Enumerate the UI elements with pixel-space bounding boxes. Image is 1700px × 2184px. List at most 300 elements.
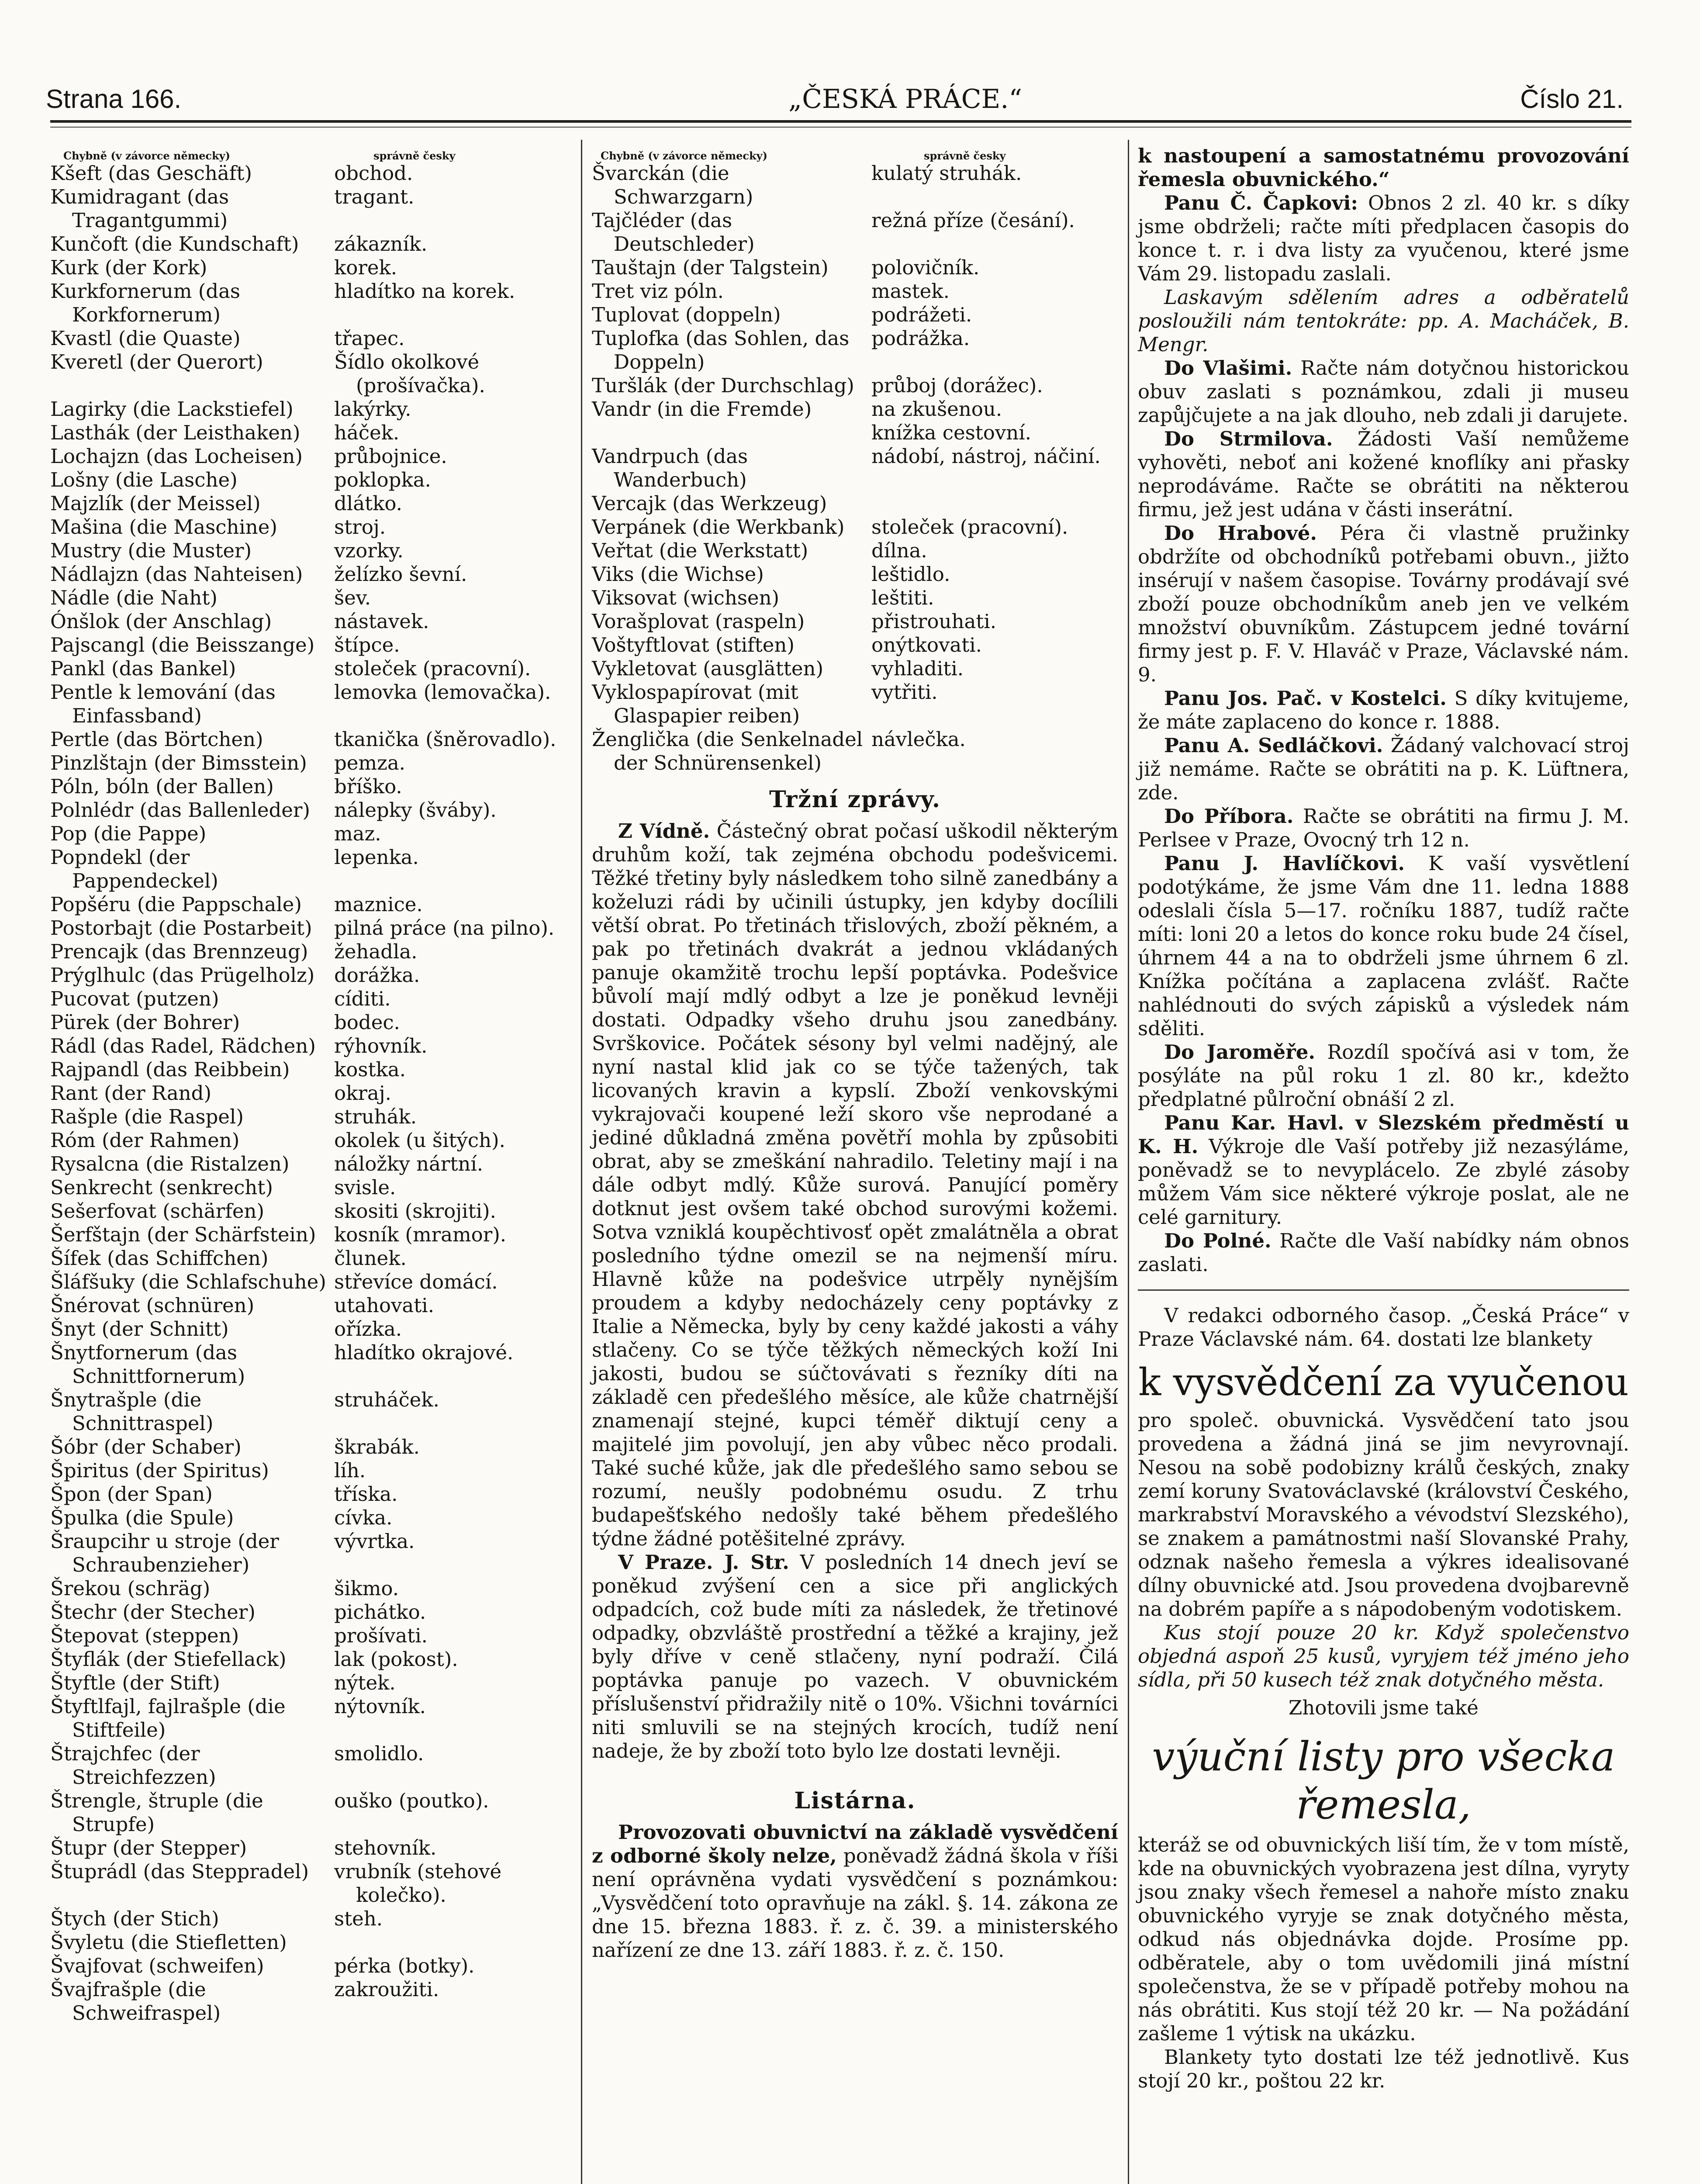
vocab-czech-form: nádobí, nástroj, náčiní. <box>871 445 1101 468</box>
vocab-czech-form: okraj. <box>334 1082 391 1105</box>
correspondence-addressee: Do Jaroměře. <box>1164 1040 1316 1064</box>
vocab-czech-form: šev. <box>334 586 371 609</box>
vocab-czech-form: leštidlo. <box>871 563 950 586</box>
vocabulary-row <box>50 445 572 468</box>
vocab-german-form: Pinzlštajn (der Bimsstein) <box>50 751 307 774</box>
vocab-czech-form: obchod. <box>334 162 413 185</box>
correspondence-addressee: Panu A. Sedláčkovi. <box>1164 734 1383 757</box>
correspondence-text: Péra či vlastně pružinky obdržíte od obchodníků potřebami obuvn., jižto insérují v našem časopise. Továrny prodávají své zboží pouze obchodníkům aneb jen ve velkém množství obuvníkům. Zástupcem jedné tovární firmy jest p. F. V. Hlaváč v Praze, Václavské nám. 9. <box>1138 522 1629 686</box>
vocab-german-form: Lošny (die Lasche) <box>50 468 238 491</box>
vocab-czech-form: vrubník (stehové kolečko). <box>334 1860 502 1907</box>
vocab-german-form: Pajscangl (die Beisszange) <box>50 633 315 657</box>
correspondence-text: Račte se obrátiti na firmu J. M. Perlsee v Praze, Ovocný trh 12 n. <box>1138 805 1630 851</box>
vocab-czech-form: stehovník. <box>334 1836 437 1859</box>
vocab-german-form: Lagirky (die Lackstiefel) <box>50 397 294 421</box>
vocab-german-form: Šnyt (der Schnitt) <box>50 1317 229 1341</box>
vocab-czech-form: ořízka. <box>334 1317 402 1341</box>
vocabulary-row <box>50 1129 572 1152</box>
vocab-german-form: Tajčléder (das Deutschleder) <box>592 209 755 256</box>
journal-title: „ČESKÁ PRÁCE.“ <box>788 84 1023 114</box>
correspondence-entry <box>1138 286 1629 356</box>
vocab-czech-form: tříska. <box>334 1482 398 1506</box>
vocab-czech-form: stroj. <box>334 515 386 539</box>
vocabulary-row <box>592 492 1118 515</box>
vocab-czech-form: skositi (skrojiti). <box>334 1199 496 1223</box>
vocab-czech-form: pérka (botky). <box>334 1954 475 1977</box>
vocab-german-form: Pertle (das Börtchen) <box>50 728 263 751</box>
vocab-czech-form: kulatý struhák. <box>871 162 1022 185</box>
vocab-german-form: Voštyftlovat (stiften) <box>592 633 795 657</box>
vocab-german-form: Kurk (der Kork) <box>50 256 207 279</box>
vocab-german-form: Šóbr (der Schaber) <box>50 1435 242 1458</box>
correspondence-text: Račte dle Vaší nabídky nám obnos zaslati. <box>1138 1229 1629 1276</box>
vocabulary-row <box>50 633 572 657</box>
vocab-czech-form: tkanička (šněrovadlo). <box>334 728 556 751</box>
vocab-german-form: Štrengle, štruple (die Strupfe) <box>50 1789 263 1836</box>
market-vienna-text: Částečný obrat počasí uškodil některým druhům koží, tak zejména obchodu podešvicemi. Těžké třetiny byly následkem toho silně zanedbány a koželuzi rádi by učinili ústupky, jen kdyby docílili větší obrat. Po třetinách třislových, zboží pěkném, a pak po třetinách dvakrát a jednou vkládaných panuje okamžitě trochu lepší poptávka. Podešvice bůvolí mají mdlý odbyt a lze je poněkud levněji dostati. Odpadky všeho druhu jsou zanedbány. Svrškovice. Počátek sésony byl velmi nadějný, ale nyní nastal klid jak co se týče tažených, tak licovaných kravin a kypslí. Zboží venkovskými vykrajovači koupené leží skoro vše neprodané a jediné důkladná změna povětří mohla by způsobiti obrat, aby se zmeškání nahradilo. Teletiny mají i na dále odbyt mdlý. Kůže surová. Panující poměry dotknut jest ovšem také obchod surovými kožemi. Sotva vzniklá koupěchtivosť opět zmalátněla a obrat posledního týdne omezil se na nejmenší míru. Hlavně kůže na podešvice utrpěly nynějším proudem a kdyby nedocházely ceny poptávky z Italie a Německa, byly by ceny každé jakosti a váhy stlačeny. Co se týče těžkých německých koží Ini jakosti, budou se súčtovávati s řezníky díti na základě cen předešlého měsíce, ale kůže chatrnější znamenají stejné, kupci téměř diktují ceny a majitelé jim povolují, jen aby vůbec něco prodali. Také suché kůže, jak dle předešlého samo sebou se rozumí, neušly podobnému osudu. Z trhu budapešťského nedošly také během předešlého týdne žádné potěšitelné zprávy. <box>592 819 1118 1550</box>
vocab-german-form: Sešerfovat (schärfen) <box>50 1199 265 1223</box>
vocab-czech-form: cíditi. <box>334 987 391 1010</box>
vocab-german-form: Šerfštajn (der Schärfstein) <box>50 1223 316 1246</box>
correspondence-addressee: Do Vlašimi. <box>1164 356 1292 380</box>
correspondence-entry <box>1138 852 1629 1040</box>
vocab-czech-form: háček. <box>334 421 400 444</box>
vocab-german-form: Kšeft (das Geschäft) <box>50 162 252 185</box>
vocabulary-row <box>50 1270 572 1294</box>
vocab-german-form: Turšlák (der Durchschlag) <box>592 374 854 397</box>
vocab-german-form: Nádlajzn (das Nahteisen) <box>50 563 303 586</box>
vocab-german-form: Popšéru (die Pappschale) <box>50 893 302 916</box>
vocabulary-row <box>50 185 572 232</box>
vocab-czech-form: stoleček (pracovní). <box>871 515 1068 539</box>
vocabulary-row <box>592 303 1118 327</box>
vocab-czech-form: rýhovník. <box>334 1034 428 1057</box>
vocab-german-form: Mustry (die Muster) <box>50 539 252 562</box>
vocabulary-row <box>50 256 572 280</box>
vocab-german-form: Ženglička (die Senkelnadel der Schnürensenkel) <box>592 728 863 774</box>
vocab-czech-form: průbojnice. <box>334 445 447 468</box>
vocab-czech-form: průboj (dorážec). <box>871 374 1043 397</box>
vocabulary-header <box>592 144 1118 162</box>
vocabulary-row <box>592 445 1118 492</box>
correspondence-text: S díky kvitujeme, že máte zaplaceno do konce r. 1888. <box>1138 687 1629 733</box>
vocab-czech-form <box>334 1931 572 1954</box>
correspondence-text: Žádosti Vaší nemůžeme vyhověti, neboť ani kožené knoflíky ani přasky neprodáváme. Račte se obrátiti na některou firmu, jež jest udána v části inserátní. <box>1138 427 1629 521</box>
vocabulary-row <box>592 728 1118 775</box>
vocab-czech-form: štípce. <box>334 633 400 657</box>
vocabulary-row <box>592 563 1118 586</box>
vocab-czech-form: poklopka. <box>334 468 431 491</box>
vocab-czech-form: dorážka. <box>334 964 420 987</box>
correspondence-entry <box>1138 734 1629 805</box>
column-2 <box>592 144 1118 1962</box>
column-3 <box>1138 144 1629 2093</box>
ad-price-2: Blankety tyto dostati lze též jednotlivě. Kus stojí 20 kr., poštou 22 kr. <box>1138 2046 1629 2092</box>
vocab-german-form: Rašple (die Raspel) <box>50 1105 244 1128</box>
vocab-czech-form: Šídlo okolkové (prošívačka). <box>334 350 485 397</box>
vocabulary-row <box>50 397 572 421</box>
vocab-german-form: Róm (der Rahmen) <box>50 1129 240 1152</box>
section-divider <box>1138 1289 1629 1291</box>
vocabulary-row <box>50 1742 572 1789</box>
correspondence-text: Žádaný valchovací stroj již nemáme. Račte se obrátiti na p. K. Lüftnera, zde. <box>1138 734 1629 804</box>
column-divider <box>1128 140 1129 2184</box>
vocabulary-row <box>592 586 1118 610</box>
vocab-german-form: Viksovat (wichsen) <box>592 586 780 609</box>
vocabulary-row <box>50 1082 572 1105</box>
vocabulary-row <box>592 327 1118 374</box>
correspondence-addressee: Do Příbora. <box>1164 805 1294 828</box>
vocab-german-form: Mašina (die Maschine) <box>50 515 277 539</box>
vocabulary-row <box>50 822 572 846</box>
vocab-german-form: Tauštajn (der Talgstein) <box>592 256 829 279</box>
vocab-czech-form: zakroužiti. <box>334 1978 439 2001</box>
vocabulary-row <box>50 657 572 681</box>
vocabulary-row <box>50 1671 572 1695</box>
correspondence-text: Laskavým sdělením adres a odběratelů posloužili nám tentokráte: pp. A. Macháček, B. Mengr. <box>1138 286 1629 356</box>
vocabulary-row <box>50 1506 572 1530</box>
vocab-czech-form: želízko ševní. <box>334 563 467 586</box>
vocabulary-row <box>50 1435 572 1459</box>
vocab-german-form: Štyftle (der Stift) <box>50 1671 220 1694</box>
vocabulary-row <box>50 893 572 916</box>
column-divider <box>581 140 582 2184</box>
vocabulary-row <box>50 846 572 893</box>
header-rule <box>50 120 1631 123</box>
vocabulary-row <box>50 1058 572 1082</box>
vocab-czech-form: stoleček (pracovní). <box>334 657 531 680</box>
market-praha-lead: V Praze. J. Str. <box>618 1551 789 1574</box>
vocab-czech-form: dlátko. <box>334 492 402 515</box>
vocabulary-row <box>50 468 572 492</box>
vocabulary-row <box>592 610 1118 633</box>
page-header <box>46 79 1624 127</box>
vocab-german-form: Šláfšuky (die Schlafschuhe) <box>50 1270 326 1293</box>
vocabulary-row <box>50 1624 572 1648</box>
correspondence-addressee: Panu Č. Čapkovi: <box>1164 191 1358 214</box>
vocab-german-form: Štuprádl (das Steppradel) <box>50 1860 309 1883</box>
vocab-german-form: Postorbajt (die Postarbeit) <box>50 916 312 940</box>
vocab-czech-form: bříško. <box>334 775 402 798</box>
vocab-czech-form: přistrouhati. <box>871 610 997 633</box>
vocab-german-form <box>592 421 871 445</box>
vocab-german-form: Šnytfornerum (das Schnittfornerum) <box>50 1341 245 1388</box>
vocabulary-row <box>50 492 572 515</box>
vocabulary-row <box>50 1176 572 1199</box>
vocab-german-form: Štrajchfec (der Streichfezzen) <box>50 1742 216 1789</box>
vocab-czech-form: vytřiti. <box>871 681 938 704</box>
ad-price-1: Kus stojí pouze 20 kr. Když společenstvo objedná aspoň 25 kusů, vyryjem též jméno jeho sídla, při 50 kusech též znak dotyčného města. <box>1138 1621 1629 1691</box>
vocab-czech-form: cívka. <box>334 1506 393 1529</box>
vocab-german-form: Štych (der Stich) <box>50 1907 219 1930</box>
correspondence-addressee: Panu Jos. Pač. v Kostelci. <box>1164 687 1447 710</box>
vocabulary-row <box>50 1648 572 1671</box>
vocab-german-form: Popndekl (der Pappendeckel) <box>50 846 218 892</box>
vocabulary-row <box>50 1789 572 1836</box>
vocab-czech-form: vyhladiti. <box>871 657 964 680</box>
vocab-german-form: Rádl (das Radel, Rädchen) <box>50 1034 316 1057</box>
vocab-czech-form: struháček. <box>334 1388 439 1411</box>
vocab-czech-form: škrabák. <box>334 1435 420 1458</box>
vocab-head-left: Chybně (v závorce německy) <box>601 149 767 162</box>
vocab-czech-form: lak (pokost). <box>334 1648 458 1671</box>
correspondence-addressee: Do Hrabové. <box>1164 522 1317 545</box>
vocabulary-row <box>50 1034 572 1058</box>
ad-made: Zhotovili jsme také <box>1289 1696 1479 1719</box>
vocabulary-row <box>50 1978 572 2025</box>
vocab-german-form: Viks (die Wichse) <box>592 563 764 586</box>
vocab-czech-form: vzorky. <box>334 539 404 562</box>
vocab-german-form: Kunčoft (die Kundschaft) <box>50 232 299 256</box>
correspondence-text: Račte nám dotyčnou historickou obuv zaslati s poznámkou, zdali ji museu zapůjčujete a na jak dlouho, neb zdali ji darujete. <box>1138 356 1630 427</box>
vocab-german-form: Tuplovat (doppeln) <box>592 303 781 326</box>
vocabulary-row <box>50 421 572 445</box>
vocab-german-form: Vyklospapírovat (mit Glaspapier reiben) <box>592 681 800 727</box>
vocab-czech-form: lepenka. <box>334 846 419 869</box>
vocabulary-row <box>50 1341 572 1388</box>
correspondence-text: Obnos 2 zl. 40 kr. s díky jsme obdrželi; račte míti předplacen časopis do konce t. r. i dva listy za vyučenou, které jsme Vám 29. listopadu zaslali. <box>1138 191 1630 285</box>
listarna-title: Listárna. <box>794 1787 916 1814</box>
vocab-head-left: Chybně (v závorce německy) <box>63 149 230 162</box>
vocab-czech-form: na zkušenou. <box>871 397 1002 421</box>
vocab-german-form: Štyftlfajl, fajlrašple (die Stiftfeile) <box>50 1695 286 1742</box>
vocab-german-form: Vorašplovat (raspeln) <box>592 610 805 633</box>
vocab-german-form: Vykletovat (ausglätten) <box>592 657 824 680</box>
vocabulary-row <box>592 421 1118 445</box>
vocab-german-form: Tret viz póln. <box>592 280 724 303</box>
correspondence-entry <box>1138 1111 1629 1229</box>
vocabulary-row <box>50 1199 572 1223</box>
vocab-german-form: Rysalcna (die Ristalzen) <box>50 1152 290 1175</box>
vocab-german-form: Veřtat (die Werkstatt) <box>592 539 809 562</box>
vocabulary-row <box>50 1907 572 1931</box>
vocab-german-form: Rajpandl (das Reibbein) <box>50 1058 290 1081</box>
correspondence-addressee: Panu J. Havlíčkovi. <box>1164 852 1405 875</box>
vocab-czech-form: dílna. <box>871 539 927 562</box>
market-vienna-lead: Z Vídně. <box>618 819 710 843</box>
correspondence-addressee: Panu Kar. Havl. v Slezském předměstí u K. H. <box>1138 1111 1629 1158</box>
vocab-czech-form: lemovka (lemovačka). <box>334 681 551 704</box>
vocab-german-form: Polnlédr (das Ballenleder) <box>50 798 310 822</box>
vocab-head-right: správně česky <box>924 149 1006 162</box>
vocabulary-row <box>50 751 572 775</box>
vocab-german-form: Šnérovat (schnüren) <box>50 1294 255 1317</box>
vocab-german-form: Šnytrašple (die Schnittraspel) <box>50 1388 214 1435</box>
vocabulary-row <box>592 397 1118 421</box>
correspondence-list <box>1138 191 1629 1276</box>
vocabulary-row <box>592 657 1118 681</box>
vocab-czech-form: svisle. <box>334 1176 396 1199</box>
vocabulary-row <box>50 515 572 539</box>
market-vienna <box>592 819 1118 1551</box>
vocab-german-form: Kurkfornerum (das Korkfornerum) <box>50 280 241 326</box>
vocabulary-row <box>50 681 572 728</box>
vocab-german-form: Ónšlok (der Anschlag) <box>50 610 272 633</box>
vocab-czech-form: nálepky (šváby). <box>334 798 497 822</box>
vocabulary-header <box>50 144 572 162</box>
vocabulary-row <box>50 916 572 940</box>
vocabulary-row <box>50 775 572 798</box>
vocabulary-row <box>592 633 1118 657</box>
vocab-german-form: Švajfrašple (die Schweifraspel) <box>50 1978 221 2025</box>
vocab-german-form: Šraupcihr u stroje (der Schraubenzieher) <box>50 1530 279 1576</box>
correspondence-text: Výkroje dle Vaší potřeby již nezasýláme, poněvadž se to nevyplácelo. Ze zbylé zásoby můžem Vám sice některé výkroje poslat, ale ne celé garnitury. <box>1138 1135 1629 1229</box>
vocabulary-row <box>50 940 572 964</box>
vocab-german-form: Póln, bóln (der Ballen) <box>50 775 274 798</box>
vocab-czech-form: vývrtka. <box>334 1530 415 1553</box>
vocabulary-row <box>50 1577 572 1600</box>
vocab-german-form: Kumidragant (das Tragantgummi) <box>50 185 229 232</box>
vocabulary-row <box>50 232 572 256</box>
market-praha <box>592 1551 1118 1763</box>
vocab-german-form: Vandr (in die Fremde) <box>592 397 812 421</box>
vocab-czech-form: režná příze (česání). <box>871 209 1075 232</box>
vocab-czech-form: podrážeti. <box>871 303 972 326</box>
correspondence-entry <box>1138 1229 1629 1276</box>
vocab-czech-form: mastek. <box>871 280 950 303</box>
vocab-german-form: Šífek (das Schiffchen) <box>50 1247 269 1270</box>
vocab-czech-form: smolidlo. <box>334 1742 424 1765</box>
vocabulary-list <box>50 162 572 2025</box>
vocab-german-form: Špiritus (der Spiritus) <box>50 1459 269 1482</box>
vocabulary-row <box>50 539 572 563</box>
vocab-german-form: Špulka (die Spule) <box>50 1506 234 1529</box>
vocab-czech-form: okolek (u šitých). <box>334 1129 505 1152</box>
vocab-german-form: Pucovat (putzen) <box>50 987 219 1010</box>
vocab-german-form: Švarckán (die Schwarzgarn) <box>592 162 753 208</box>
correspondence-entry <box>1138 1040 1629 1111</box>
vocab-czech-form: prošívati. <box>334 1624 428 1647</box>
vocabulary-row <box>50 1223 572 1247</box>
vocabulary-row <box>50 586 572 610</box>
vocabulary-row <box>50 1105 572 1129</box>
vocab-german-form: Lochajzn (das Locheisen) <box>50 445 303 468</box>
vocab-german-form: Vandrpuch (das Wanderbuch) <box>592 445 748 491</box>
vocab-german-form: Senkrecht (senkrecht) <box>50 1176 273 1199</box>
header-rule-thin <box>50 127 1631 128</box>
vocab-german-form: Lasthák (der Leisthaken) <box>50 421 301 444</box>
vocab-czech-form: utahovati. <box>334 1294 434 1317</box>
listarna-lead: Provozovati obuvnictví na základě vysvědčení z odborné školy nelze, <box>592 1821 1118 1867</box>
vocab-czech-form: onýtkovati. <box>871 633 982 657</box>
vocab-czech-form: maznice. <box>334 893 423 916</box>
ad-text-2: kteráž se od obuvnických liší tím, že v tom místě, kde na obuvnických vyobrazena jest dílna, vyryty jsou znaky všech řemesel a nahoře místo znaku obuvnického vyryje se znak dotyčného města, odkud nás objednávka dojde. Prosíme pp. odběratele, aby o tom uvědomili jiná místní společenstva, že se v případě potřeby mohou na nás obrátiti. Kus stojí též 20 kr. — Na požádání zašleme 1 výtisk na ukázku. <box>1138 1833 1629 2045</box>
vocab-german-form: Prencajk (das Brennzeug) <box>50 940 308 963</box>
vocab-head-right: správně česky <box>373 149 456 162</box>
vocabulary-row <box>50 563 572 586</box>
vocab-czech-form: podrážka. <box>871 327 970 350</box>
vocab-czech-form: kostka. <box>334 1058 406 1081</box>
vocab-german-form: Verpánek (die Werkbank) <box>592 515 845 539</box>
vocabulary-row <box>50 1247 572 1270</box>
vocab-czech-form: bodec. <box>334 1011 400 1034</box>
vocab-czech-form: třapec. <box>334 327 405 350</box>
vocab-german-form: Štepovat (steppen) <box>50 1624 239 1647</box>
vocab-czech-form: šikmo. <box>334 1577 399 1600</box>
vocab-czech-form: tragant. <box>334 185 415 208</box>
vocabulary-row <box>50 1294 572 1317</box>
vocabulary-row <box>592 374 1118 397</box>
vocab-czech-form: pemza. <box>334 751 405 774</box>
vocab-czech-form: návlečka. <box>871 728 966 751</box>
vocabulary-row <box>592 515 1118 539</box>
vocabulary-row <box>592 162 1118 209</box>
vocabulary-row <box>50 1317 572 1341</box>
correspondence-addressee: Do Polné. <box>1164 1229 1272 1252</box>
vocab-czech-form: nýtek. <box>334 1671 396 1694</box>
ad-intro: V redakci odborného časop. „Česká Práce“ v Praze Václavské nám. 64. dostati lze blankety <box>1138 1304 1629 1351</box>
vocabulary-row <box>50 1600 572 1624</box>
vocab-czech-form: žehadla. <box>334 940 418 963</box>
vocabulary-row <box>50 1836 572 1860</box>
vocab-german-form: Pankl (das Bankel) <box>50 657 236 680</box>
ad-text-1: pro společ. obuvnická. Vysvědčení tato jsou provedena a žádná jiná se jim nevyrovnají. Nesou na sobě podobizny králů českých, znaky zemí koruny Svatováclavské (království Českého, markrabství Moravského a vévodství Slezského), se znakem a památnostmi naší Slovanské Prahy, odznak našeho řemesla a výkres idealisované dílny obuvnické atd. Jsou provedena dvojbarevně na dobrém papíře a s nápodobeným vodotiskem. <box>1138 1409 1629 1621</box>
vocab-czech-form: líh. <box>334 1459 366 1482</box>
vocabulary-row <box>50 327 572 350</box>
vocabulary-row <box>50 1011 572 1034</box>
vocabulary-row <box>50 987 572 1011</box>
vocab-czech-form: kosník (mramor). <box>334 1223 507 1246</box>
vocab-german-form: Kvastl (die Quaste) <box>50 327 241 350</box>
vocab-german-form: Štupr (der Stepper) <box>50 1836 247 1859</box>
correspondence-text: K vaší vysvětlení podotýkáme, že jsme Vám dne 11. ledna 1888 odeslali čísla 5—17. ročníku 1887, tudíž račte míti: loni 20 a letos do konce roku bude 24 čísel, úhrnem 44 a na to obdrželi jsme úhrnem 6 zl. Knížka počítána a zaplacena zvlášť. Račte nahlédnouti do svých zápisků a výsledek nám sděliti. <box>1138 852 1629 1040</box>
vocab-czech-form: leštiti. <box>871 586 934 609</box>
correspondence-entry <box>1138 687 1629 734</box>
vocab-german-form: Štechr (der Stecher) <box>50 1600 256 1624</box>
vocab-czech-form <box>871 492 1118 515</box>
correspondence-entry <box>1138 356 1629 427</box>
ad-headline-2: výuční listy pro všecka řemesla, <box>1152 1733 1615 1828</box>
vocab-czech-form: korek. <box>334 256 397 279</box>
vocab-german-form: Tuplofka (das Sohlen, das Doppeln) <box>592 327 850 373</box>
vocabulary-row <box>592 280 1118 303</box>
vocabulary-row <box>592 539 1118 563</box>
vocab-czech-form: člunek. <box>334 1247 407 1270</box>
vocabulary-row <box>50 1860 572 1907</box>
vocab-czech-form: pichátko. <box>334 1600 426 1624</box>
vocab-czech-form: polovičník. <box>871 256 980 279</box>
vocab-czech-form: struhák. <box>334 1105 417 1128</box>
vocabulary-row <box>50 280 572 327</box>
vocabulary-row <box>50 1152 572 1176</box>
correspondence-entry <box>1138 805 1629 852</box>
vocab-czech-form: hladítko okrajové. <box>334 1341 514 1364</box>
vocabulary-row <box>50 610 572 633</box>
vocab-czech-form: steh. <box>334 1907 383 1930</box>
ad-headline-1: k vysvědčení za vyučenou <box>1138 1361 1629 1404</box>
vocabulary-row <box>50 1931 572 1954</box>
vocabulary-row <box>50 798 572 822</box>
vocab-czech-form: maz. <box>334 822 381 845</box>
vocab-german-form: Rant (der Rand) <box>50 1082 212 1105</box>
vocab-czech-form: nástavek. <box>334 610 429 633</box>
vocab-german-form: Švajfovat (schweifen) <box>50 1954 264 1977</box>
listarna-continuation: k nastoupení a samostatnému provozování řemesla obuvnického.“ <box>1138 144 1629 191</box>
vocab-czech-form: ouško (poutko). <box>334 1789 489 1812</box>
vocabulary-row <box>50 1459 572 1482</box>
issue-number: Číslo 21. <box>1520 84 1624 114</box>
vocab-german-form: Nádle (die Naht) <box>50 586 218 609</box>
vocab-czech-form: pilná práce (na pilno). <box>334 916 555 940</box>
vocab-german-form: Šrekou (schräg) <box>50 1577 211 1600</box>
vocabulary-column-1 <box>50 144 572 2025</box>
vocabulary-row <box>592 256 1118 280</box>
vocabulary-row <box>592 681 1118 728</box>
vocab-czech-form: hladítko na korek. <box>334 280 515 303</box>
vocabulary-row <box>50 964 572 987</box>
vocab-czech-form: lakýrky. <box>334 397 411 421</box>
vocab-czech-form: knížka cestovní. <box>871 421 1031 444</box>
